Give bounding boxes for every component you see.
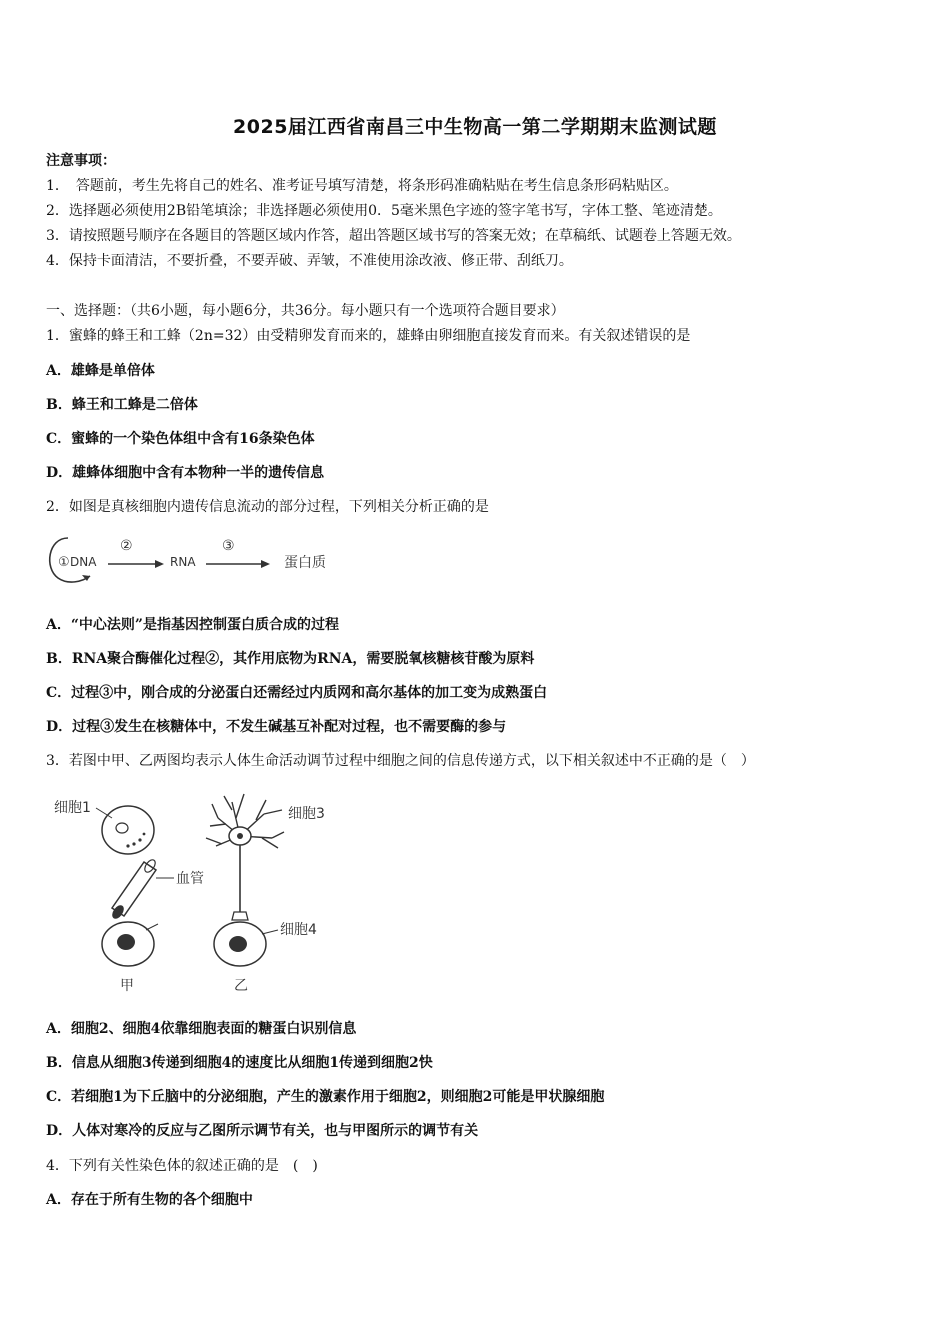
arrowhead (261, 560, 270, 568)
question-3 (46, 752, 755, 770)
leader-line (262, 930, 278, 934)
option-c: C．过程③中，刚合成的分泌蛋白还需经过内质网和高尔基体的加工变为成熟蛋白 (46, 685, 548, 701)
cell-3-nucleus (237, 833, 243, 839)
question-2 (46, 498, 489, 516)
section-heading: 一、选择题：（共6小题，每小题6分，共36分。每小题只有一个选项符合题目要求） (46, 303, 565, 319)
option-a: A．细胞2、细胞4依靠细胞表面的糖蛋白识别信息 (46, 1021, 357, 1037)
synapse-terminal (232, 912, 248, 920)
option-d: D．人体对寒冷的反应与乙图所示调节有关，也与甲图所示的调节有关 (46, 1123, 479, 1139)
option-b: B．RNA聚合酶催化过程②，其作用底物为RNA，需要脱氧核糖核苷酸为原料 (46, 651, 535, 667)
arrowhead (155, 560, 164, 568)
question-1 (46, 327, 690, 345)
vessel-label: 血管 (176, 871, 204, 887)
option-a: A．存在于所有生物的各个细胞中 (46, 1192, 253, 1208)
granule (126, 844, 129, 847)
option-a: A．雄蜂是单倍体 (46, 363, 155, 379)
option-d: D．过程③发生在核糖体中，不发生碱基互补配对过程，也不需要酶的参与 (46, 719, 507, 735)
granule (138, 838, 141, 841)
question-number: 3． (46, 753, 69, 769)
cell-1-nucleus (116, 823, 128, 833)
protein-label: 蛋白质 (284, 555, 326, 571)
cell-1-label: 细胞1 (54, 800, 91, 816)
cell-3-label: 细胞3 (288, 806, 325, 822)
gene-flow-figure (40, 528, 350, 588)
question-stem: 若图中甲、乙两图均表示人体生命活动调节过程中细胞之间的信息传递方式，以下相关叙述中不正确的是（ ） (68, 753, 755, 769)
page-title: 2025届江西省南昌三中生物高一第二学期期末监测试题 (233, 116, 717, 138)
cell-4-nucleus (229, 936, 247, 952)
cell-signaling-figure (50, 788, 350, 998)
granule (132, 842, 135, 845)
step-2-label: ② (120, 538, 133, 554)
question-4 (46, 1157, 318, 1175)
question-number: 2． (46, 499, 69, 515)
notice-heading: 注意事项： (46, 153, 116, 169)
cell-4-label: 细胞4 (280, 922, 317, 938)
loop-label: ① (58, 555, 70, 570)
question-stem: 如图是真核细胞内遗传信息流动的部分过程，下列相关分析正确的是 (68, 499, 489, 515)
option-c: C．蜜蜂的一个染色体组中含有16条染色体 (46, 431, 315, 447)
question-stem: 蜜蜂的蜂王和工蜂（2n=32）由受精卵发育而来的，雄蜂由卵细胞直接发育而来。有关叙述错误的是 (68, 328, 691, 344)
question-number: 1． (46, 328, 69, 344)
panel-jia-label: 甲 (120, 978, 134, 994)
rna-label: RNA (170, 555, 196, 569)
question-stem: 下列有关性染色体的叙述正确的是 ( ) (68, 1158, 318, 1174)
cell-2-nucleus (117, 934, 135, 950)
option-b: B．信息从细胞3传递到细胞4的速度比从细胞1传递到细胞2快 (46, 1055, 433, 1071)
notice-item: 3．请按照题号顺序在各题目的答题区域内作答，超出答题区域书写的答案无效；在草稿纸、试题卷上答题无效。 (46, 228, 741, 244)
option-b: B．蜂王和工蜂是二倍体 (46, 397, 198, 413)
panel-yi-label: 乙 (234, 978, 248, 994)
option-a: A．“中心法则”是指基因控制蛋白质合成的过程 (46, 617, 339, 633)
leader-line (146, 924, 158, 930)
question-number: 4． (46, 1158, 69, 1174)
dna-label: DNA (70, 555, 97, 569)
option-c: C．若细胞1为下丘脑中的分泌细胞，产生的激素作用于细胞2，则细胞2可能是甲状腺细胞 (46, 1089, 605, 1105)
option-d: D．雄蜂体细胞中含有本物种一半的遗传信息 (46, 465, 325, 481)
notice-item: 4．保持卡面清洁，不要折叠，不要弄破、弄皱，不准使用涂改液、修正带、刮纸刀。 (46, 253, 573, 269)
step-3-label: ③ (222, 538, 235, 554)
granule (143, 833, 146, 836)
notice-item: 2．选择题必须使用2B铅笔填涂；非选择题必须使用0．5毫米黑色字迹的签字笔书写，字体工整、笔迹清楚。 (46, 203, 722, 219)
notice-item: 1． 答题前，考生先将自己的姓名、准考证号填写清楚，将条形码准确粘贴在考生信息条形码粘贴区。 (46, 178, 678, 194)
